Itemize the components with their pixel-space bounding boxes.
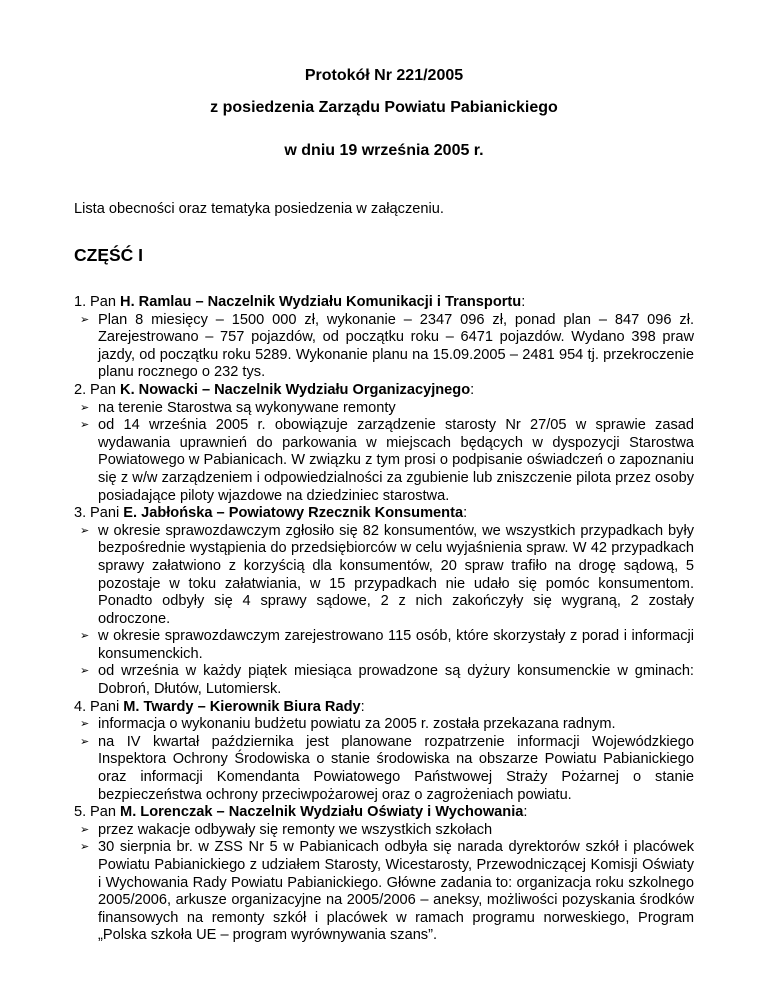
arrow-bullet-icon: ➢ [80,718,90,731]
arrow-bullet-icon: ➢ [80,841,90,854]
arrow-bullet-icon: ➢ [80,823,90,836]
agenda-item-heading [74,804,694,822]
speaker-prefix: Pan [90,804,121,821]
agenda-item-speaker [90,382,474,400]
agenda-point-text: na IV kwartał października jest planowane rozpatrzenie informacji Wojewódzkiego Inspektora Ochrony Środowiska o stanie środowiska na obszarze Powiatu Pabianickiego oraz informacji Komendanta Powiatowego Państwowej Straży Pożarnej o stanie bezpieczeństwa ochrony przeciwpożarowej oraz o zagrożeniach powiatu. [98,733,694,803]
agenda-point [74,400,694,418]
speaker-prefix: Pani [90,505,124,522]
agenda-point [74,523,694,629]
agenda-item-number: 4. [74,698,87,715]
agenda-point-text: w okresie sprawozdawczym zarejestrowano 115 osób, które skorzystały z porad i informacji konsumenckich. [98,628,694,662]
speaker-name: H. Ramlau – Naczelnik Wydziału Komunikacji i Transportu [120,294,522,310]
agenda-item-points [74,400,694,506]
agenda-point-text: przez wakacje odbywały się remonty we wszystkich szkołach [98,821,493,838]
speaker-suffix: : [521,294,526,310]
arrow-bullet-icon: ➢ [80,524,90,537]
agenda-item-speaker [90,294,525,312]
arrow-bullet-icon: ➢ [80,419,90,432]
agenda-item-number: 3. [74,505,87,522]
agenda-item-points [74,312,694,382]
document-title: Protokół Nr 221/2005 [304,67,464,84]
speaker-prefix: Pani [90,698,124,715]
speaker-suffix: : [463,505,468,522]
agenda-item-points [74,822,694,945]
agenda-item [74,294,694,382]
agenda-point [74,417,694,505]
arrow-bullet-icon: ➢ [80,401,90,414]
document-date: w dniu 19 września 2005 r. [284,142,484,159]
agenda-point [74,734,694,804]
agenda-point-text: w okresie sprawozdawczym zgłosiło się 82 konsumentów, we wszystkich przypadkach były bezpośrednie wystąpienia do przedsiębiorców w celu wyjaśnienia spraw. W 42 przypadkach sprawy załatwiono z korzyścią dla konsumentów, 20 spraw trafiło na drogę sądową, 5 pozostaje w toku załatwiania, w 15 przypadkach nie udało się pomóc konsumentom. Ponadto odbyły się 4 sprawy sądowe, 2 z nich zakończyły się wygraną, 2 zostały odroczone. [98,522,694,627]
agenda-point [74,716,694,734]
agenda-item-number: 5. [74,804,87,821]
agenda-item-number: 1. [74,294,87,310]
agenda-item [74,382,694,505]
agenda-point-text: od 14 września 2005 r. obowiązuje zarządzenie starosty Nr 27/05 w sprawie zasad wydawania uprawnień do parkowania w miejscach będących w dyspozycji Starostwa Powiatowego w Pabianicach. W związku z tym prosi o podpisanie oświadczeń o zapoznaniu się z w/w zarządzeniem i odpowiedzialności za zgubienie lub zniszczenie pilota przez osoby posiadające piloty wjazdowe na dziedziniec starostwa. [98,417,694,504]
arrow-bullet-icon: ➢ [80,665,90,678]
agenda-point-text: od września w każdy piątek miesiąca prowadzone są dyżury konsumenckie w gminach: Dobroń, Dłutów, Lutomiersk. [98,663,694,698]
agenda-item-points [74,716,694,804]
agenda-item [74,699,694,805]
agenda-item-speaker [90,804,527,822]
agenda-item-heading [74,505,694,523]
agenda-point-text: 30 sierpnia br. w ZSS Nr 5 w Pabianicach odbyła się narada dyrektorów szkół i placówek Powiatu Pabianickiego z udziałem Starosty, Wicestarosty, Przewodniczącej Komisji Oświaty i Wychowania Rady Powiatu Pabianickiego. Główne zadania to: organizacja roku szkolnego 2005/2006, arkusze organizacyjne na 2005/2006 – aneksy, możliwości pozyskania środków finansowych na remonty szkół i placówek w ramach programu norweskiego, Program „Polska szkoła UE – program wyrównywania szans”. [98,839,694,944]
speaker-name: E. Jabłońska – Powiatowy Rzecznik Konsumenta [123,505,464,522]
speaker-prefix: Pan [90,381,121,398]
agenda-item-heading [74,382,694,400]
document-subtitle: z posiedzenia Zarządu Powiatu Pabianickiego [210,99,558,116]
agenda-item-heading [74,699,694,717]
speaker-prefix: Pan [90,294,121,310]
agenda-item-speaker [90,699,365,717]
arrow-bullet-icon: ➢ [80,735,90,748]
speaker-name: K. Nowacki – Naczelnik Wydziału Organizacyjnego [120,381,471,398]
agenda-point-text: na terenie Starostwa są wykonywane remonty [98,399,396,416]
agenda-point-text: Plan 8 miesięcy – 1500 000 zł, wykonanie – 2347 096 zł, ponad plan – 847 096 zł. Zarejestrowano – 757 pojazdów, od początku roku – 6471 pojazdów. Wydano 398 praw jazdy, od początku roku 5289. Wykonanie planu na 15.09.2005 – 2481 954 tj. przekroczenie planu rocznego o 232 tys. [98,311,694,381]
agenda-point [74,663,694,698]
arrow-bullet-icon: ➢ [80,630,90,643]
speaker-name: M. Lorenczak – Naczelnik Wydziału Oświaty i Wychowania [120,804,524,821]
agenda-list [74,294,694,945]
agenda-point [74,312,694,382]
agenda-point [74,628,694,663]
agenda-item-heading [74,294,694,312]
speaker-suffix: : [523,804,528,821]
speaker-suffix: : [360,698,365,715]
agenda-point-text: informacja o wykonaniu budżetu powiatu za 2005 r. została przekazana radnym. [98,716,616,733]
agenda-item [74,804,694,945]
agenda-item-speaker [90,505,467,523]
agenda-item-number: 2. [74,381,87,398]
speaker-name: M. Twardy – Kierownik Biura Rady [123,698,361,715]
section-heading: CZĘŚĆ I [74,245,144,265]
arrow-bullet-icon: ➢ [80,313,90,326]
agenda-item-points [74,523,694,699]
speaker-suffix: : [470,381,475,398]
agenda-point [74,839,694,945]
agenda-item [74,505,694,699]
agenda-point [74,822,694,840]
intro-text: Lista obecności oraz tematyka posiedzenia w załączeniu. [74,201,444,217]
